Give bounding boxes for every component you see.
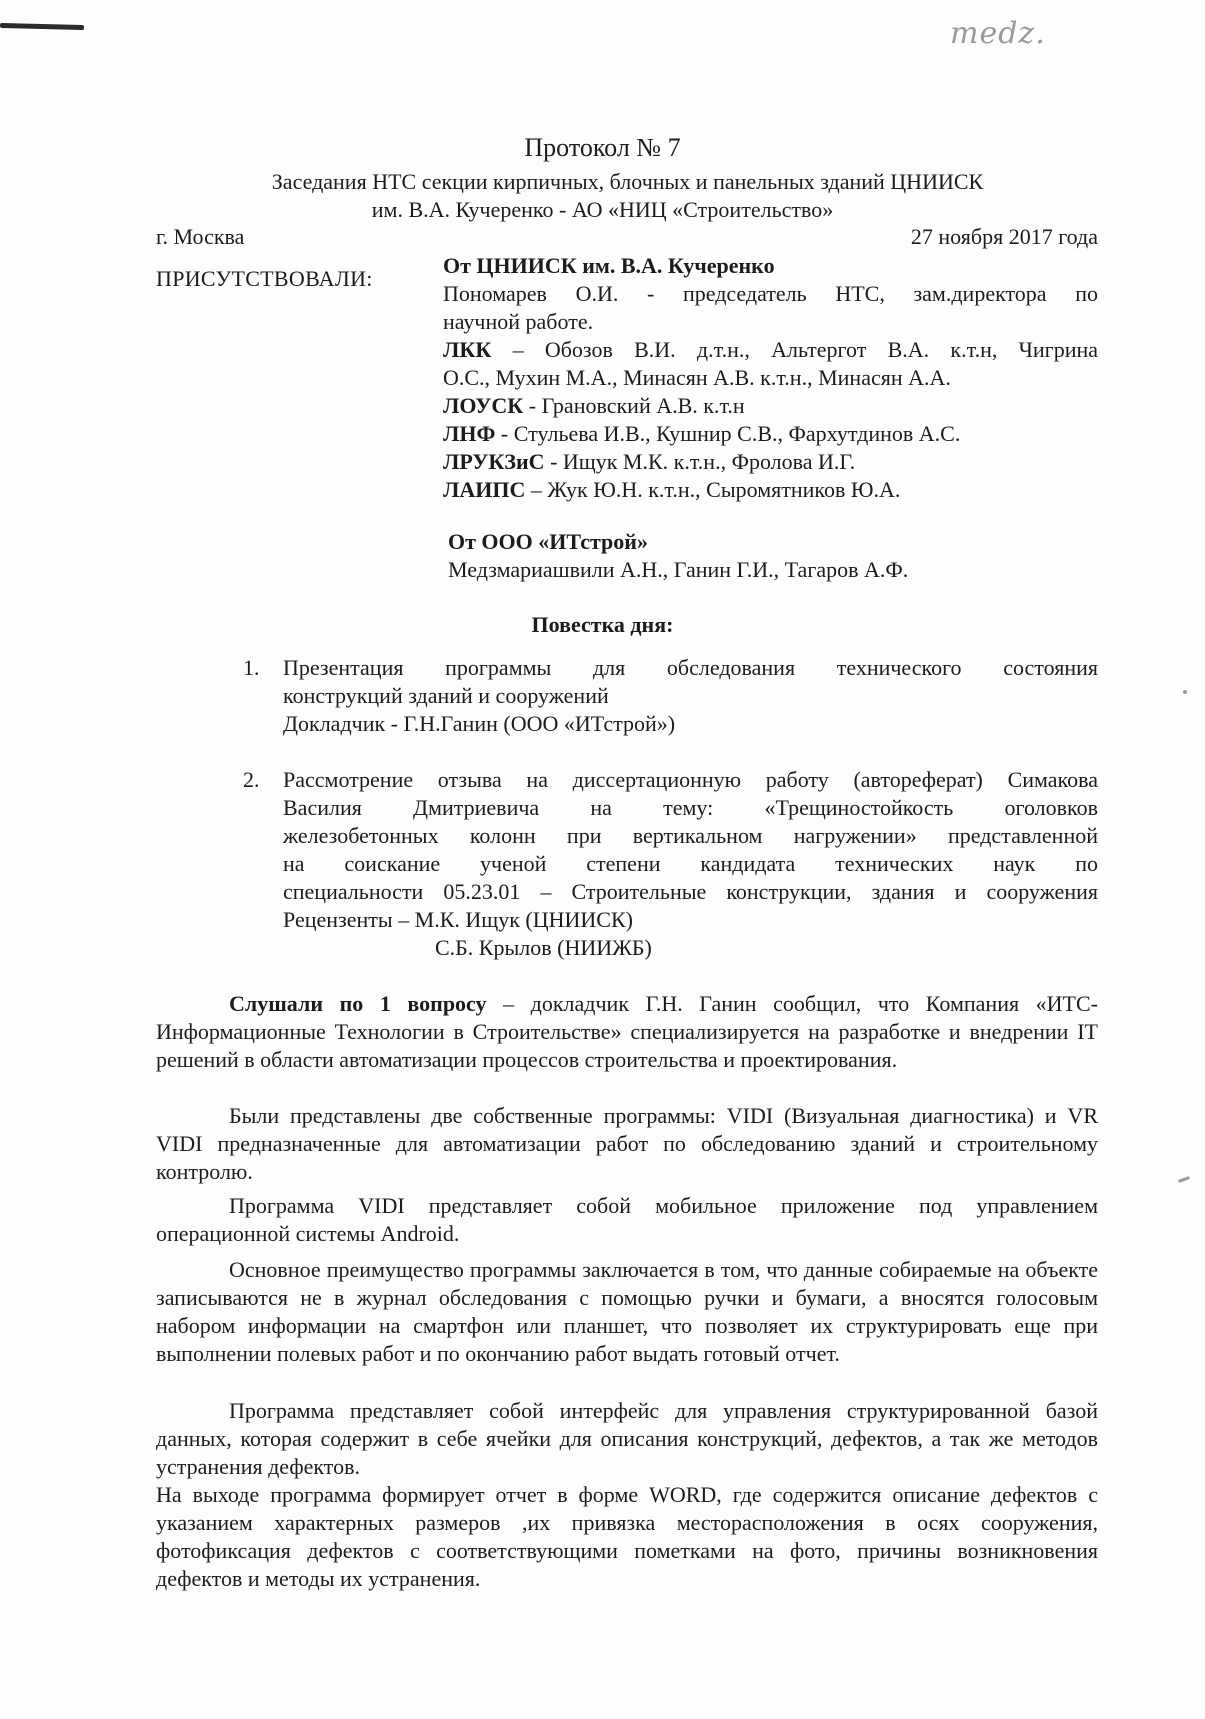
agenda-item-line: конструкций зданий и сооружений: [283, 683, 609, 708]
scan-edge-mark: [0, 23, 84, 30]
document-subtitle-line2: им. В.А. Кучеренко - АО «НИЦ «Строительство»: [371, 197, 834, 222]
agenda-item: [243, 766, 1098, 962]
attendees-label: ПРИСУТСТВОВАЛИ:: [156, 266, 373, 291]
group-lkk-cont: О.С., Мухин М.А., Минасян А.В. к.т.н., Минасян А.А.: [443, 365, 951, 390]
agenda-item-line: Рассмотрение отзыва на диссертационную работу (автореферат) Симакова: [283, 767, 1098, 792]
group-code: ЛРУКЗиС: [443, 449, 545, 474]
group-laips: [443, 476, 1098, 504]
group-members: - Грановский А.В. к.т.н: [528, 393, 745, 418]
paragraph-text: – докладчик Г.Н. Ганин сообщил, что Компания «ИТС-Информационные Технологии в Строительстве» специализируется на разработке и внедрении IT решений в области автоматизации процессов строительства и проектирования.: [156, 991, 1098, 1072]
group-lnf: [443, 420, 1098, 448]
group-members: – Жук Ю.Н. к.т.н., Сыромятников Ю.А.: [530, 477, 901, 502]
body-paragraph-1: [156, 990, 1098, 1074]
scan-speck: [1178, 1176, 1190, 1183]
group-code: ЛНФ: [443, 421, 496, 446]
group-members: - Ищук М.К. к.т.н., Фролова И.Г.: [550, 449, 856, 474]
document-title: Протокол № 7: [524, 133, 681, 162]
handwritten-note: medz.: [950, 16, 1046, 51]
group-lkk: [443, 336, 1098, 364]
body-paragraph-6: На выходе программа формирует отчет в форме WORD, где содержится описание дефектов с указанием характерных размеров ,их привязка месторасположения в осях сооружения, фотофиксация дефектов с соответствующими пометками на фото, причины возникновения дефектов и методы их устранения.: [156, 1482, 1098, 1591]
agenda-item-line: С.Б. Крылов (НИИЖБ): [435, 935, 652, 960]
chair-line: научной работе.: [443, 309, 594, 334]
body-paragraph-4: Основное преимущество программы заключается в том, что данные собираемые на объекте записываются не в журнал обследования с помощью ручки и бумаги, а вносятся голосовым набором информации на смартфон или планшет, что позволяет их структурировать еще при выполнении полевых работ и по окончанию работ выдать готовый отчет.: [156, 1257, 1098, 1366]
agenda-item-number: 1.: [243, 655, 260, 680]
agenda-item-line: специальности 05.23.01 – Строительные конструкции, здания и сооружения: [283, 879, 1098, 904]
agenda-item-line: Рецензенты – М.К. Ищук (ЦНИИСК): [283, 907, 633, 932]
org2-members: Медзмариашвили А.Н., Ганин Г.И., Тагаров А.Ф.: [448, 557, 909, 582]
document-subtitle-line1: Заседания НТС секции кирпичных, блочных и панельных зданий ЦНИИСК: [271, 169, 984, 194]
meeting-city: г. Москва: [156, 224, 245, 249]
agenda-item-line: Презентация программы для обследования технического состояния: [283, 655, 1098, 680]
group-code: ЛКК: [443, 337, 492, 362]
scan-speck: [1183, 690, 1187, 694]
body-paragraph-5: Программа представляет собой интерфейс для управления структурированной базой данных, которая содержит в себе ячейки для описания конструкций, дефектов, а так же методов устранения дефектов.: [156, 1398, 1098, 1479]
agenda-item-number: 2.: [243, 767, 260, 792]
group-code: ЛОУСК: [443, 393, 524, 418]
meeting-date: 27 ноября 2017 года: [910, 224, 1098, 249]
body-paragraph-2: Были представлены две собственные программы: VIDI (Визуальная диагностика) и VR VIDI предназначенные для автоматизации работ по обследованию зданий и строительному контролю.: [156, 1103, 1098, 1184]
group-members: – Обозов В.И. д.т.н., Альтергот В.А. к.т.н, Чигрина: [512, 337, 1099, 362]
org2-block: [448, 528, 1103, 584]
agenda-item: [243, 654, 1098, 738]
agenda-heading: Повестка дня:: [531, 612, 674, 637]
group-code: ЛАИПС: [443, 477, 526, 502]
agenda-item-line: на соискание ученой степени кандидата технических наук по: [283, 851, 1098, 876]
question-heading: Слушали по 1 вопросу: [229, 991, 487, 1016]
attendees-block: [443, 252, 1098, 504]
group-lrukzis: [443, 448, 1098, 476]
agenda-item-line: Докладчик - Г.Н.Ганин (ООО «ИТстрой»): [283, 711, 676, 736]
org2-heading: От ООО «ИТстрой»: [448, 529, 648, 554]
body-paragraph-3: Программа VIDI представляет собой мобильное приложение под управлением операционной системы Android.: [156, 1193, 1098, 1246]
group-lousk: [443, 392, 1098, 420]
group-members: - Стульева И.В., Кушнир С.В., Фархутдинов А.С.: [500, 421, 961, 446]
org1-heading: От ЦНИИСК им. В.А. Кучеренко: [443, 253, 775, 278]
chair-line: Пономарев О.И. - председатель НТС, зам.директора по: [443, 281, 1098, 306]
agenda-item-line: Василия Дмитриевича на тему: «Трещиностойкость оголовков: [283, 795, 1098, 820]
agenda-item-line: железобетонных колонн при вертикальном нагружении» представленной: [283, 823, 1098, 848]
